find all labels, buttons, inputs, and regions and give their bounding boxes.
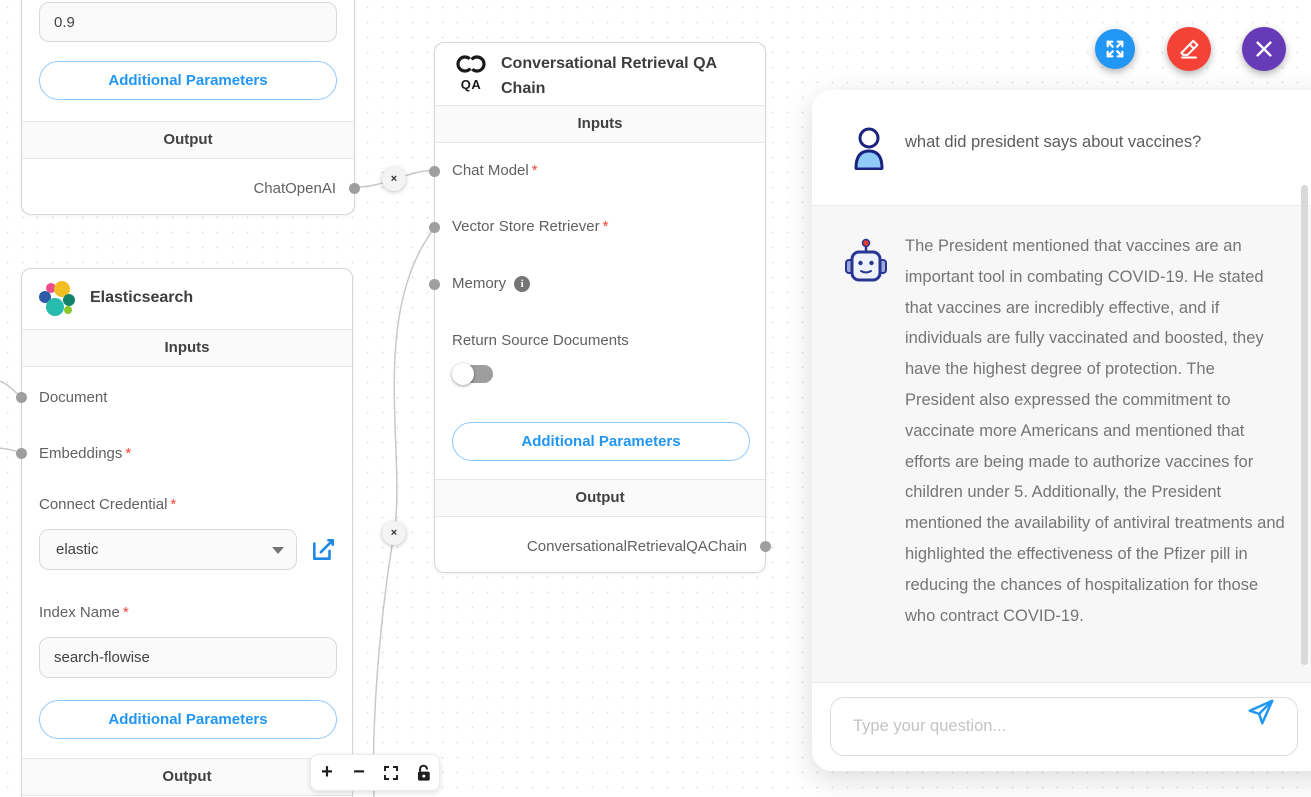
credential-selected-value: elastic — [56, 541, 99, 558]
output-handle[interactable] — [349, 183, 360, 194]
chat-model-input-handle[interactable] — [429, 166, 440, 177]
input-label-text: Vector Store Retriever — [452, 218, 600, 235]
expand-icon — [1104, 38, 1126, 60]
qa-chain-icon — [451, 54, 491, 98]
input-label-embeddings — [39, 445, 131, 462]
lock-icon — [415, 764, 432, 782]
input-label-memory — [452, 275, 530, 292]
chat-panel — [812, 90, 1311, 771]
credential-select[interactable] — [39, 529, 297, 570]
question-input[interactable] — [831, 698, 1297, 755]
user-avatar-icon — [850, 126, 888, 170]
eraser-icon — [1177, 37, 1201, 61]
inputs-section-header: Inputs — [22, 329, 352, 367]
output-section-header: Output — [435, 479, 765, 517]
question-input-box — [830, 697, 1298, 756]
additional-parameters-button[interactable]: Additional Parameters — [452, 422, 750, 461]
required-marker: * — [170, 496, 177, 513]
send-icon — [1245, 697, 1277, 727]
input-label-text: Document — [39, 389, 108, 406]
output-anchor-label: ConversationalRetrievalQAChain — [526, 538, 747, 555]
output-handle[interactable] — [760, 541, 771, 552]
document-input-handle[interactable] — [16, 392, 27, 403]
lock-button[interactable] — [410, 760, 436, 786]
input-label-text: Index Name — [39, 604, 120, 621]
bot-avatar-icon — [844, 238, 888, 286]
output-section-header: Output — [22, 121, 354, 159]
node-elasticsearch[interactable] — [21, 268, 353, 797]
qa-icon-text: QA — [460, 77, 482, 92]
index-name-label — [39, 604, 129, 621]
node-qa-chain[interactable] — [434, 42, 766, 573]
node-title: Conversational Retrieval QA Chain — [501, 55, 717, 97]
close-icon — [1253, 38, 1275, 60]
chat-input-zone — [812, 683, 1311, 771]
additional-parameters-button[interactable]: Additional Parameters — [39, 700, 337, 739]
input-label-text: Connect Credential — [39, 496, 168, 513]
required-marker: * — [125, 445, 132, 462]
output-anchor-label: ChatOpenAI — [253, 180, 336, 197]
return-source-documents-label: Return Source Documents — [452, 332, 629, 349]
required-marker: * — [531, 162, 538, 179]
delete-edge-button[interactable]: × — [382, 167, 406, 191]
input-label-text: Chat Model — [452, 162, 529, 179]
expand-chat-button[interactable] — [1095, 29, 1135, 69]
vector-store-input-handle[interactable] — [429, 222, 440, 233]
temperature-field[interactable] — [39, 2, 337, 42]
inputs-section-header: Inputs — [435, 105, 765, 143]
input-label-document — [39, 389, 107, 406]
index-name-field[interactable] — [39, 637, 337, 678]
zoom-in-button[interactable]: + — [314, 760, 340, 786]
memory-input-handle[interactable] — [429, 279, 440, 290]
close-chat-button[interactable] — [1242, 27, 1286, 71]
send-button[interactable] — [1244, 697, 1278, 729]
canvas-controls — [310, 754, 440, 791]
connect-credential-label — [39, 496, 176, 513]
bot-message-row — [812, 205, 1311, 683]
clear-chat-button[interactable] — [1167, 27, 1211, 71]
user-message-text: what did president says about vaccines? — [905, 133, 1202, 151]
bot-message-text: The President mentioned that vaccines are an important tool in combating COVID-19. He stated that vaccines are incredibly effective, and if individuals are fully vaccinated and boosted, they have the highest degree of protection. The President also expressed the commitment to vaccinate more Americans and mentioned that efforts are being made to authorize vaccines for children under 5. Additionally, the President mentioned the availability of antiviral treatments and highlighted the effectiveness of the Pfizer pill in reducing the chances of hospitalization for those who contract COVID-19. — [905, 237, 1285, 625]
toggle-knob — [452, 363, 474, 385]
info-icon[interactable]: i — [514, 276, 530, 292]
zoom-out-button[interactable]: − — [346, 760, 372, 786]
required-marker: * — [602, 218, 609, 235]
user-message-row — [812, 90, 1311, 205]
required-marker: * — [122, 604, 129, 621]
input-label-text: Embeddings — [39, 445, 123, 462]
chat-scrollbar-thumb[interactable] — [1301, 185, 1308, 665]
return-source-documents-toggle[interactable] — [452, 363, 498, 385]
embeddings-input-handle[interactable] — [16, 448, 27, 459]
node-chatopenai[interactable] — [21, 0, 355, 215]
delete-edge-button[interactable]: × — [382, 521, 406, 545]
fit-view-button[interactable] — [378, 760, 404, 786]
additional-parameters-button[interactable]: Additional Parameters — [39, 61, 337, 100]
input-label-chat-model — [452, 162, 538, 179]
elasticsearch-icon — [38, 280, 76, 318]
input-label-vector-store-retriever — [452, 218, 608, 235]
node-title: Elasticsearch — [90, 289, 194, 306]
edit-credential-icon[interactable] — [310, 537, 336, 563]
input-label-text: Memory — [452, 275, 507, 292]
output-section-header: Output — [22, 758, 352, 796]
chevron-down-icon — [272, 547, 284, 554]
fit-view-icon — [382, 764, 400, 782]
